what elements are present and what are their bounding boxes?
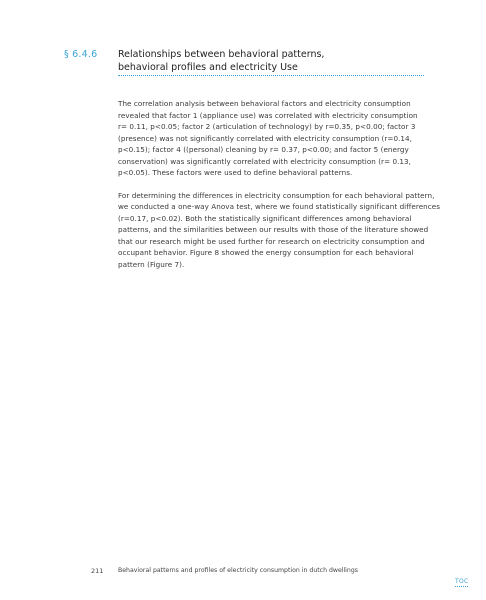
footer-running-title: Behavioral patterns and profiles of electricity consumption in dutch dwellings [118,567,358,574]
text-line: (r=0.17, p<0.02). Both the statistically significant differences among behavioral [118,213,412,223]
section-title-line-2: behavioral profiles and electricity Use [118,62,298,73]
text-line: r= 0.11, p<0.05; factor 2 (articulation of technology) by r=0.35, p<0.00; factor 3 [118,122,416,131]
text-line: p<0.05). These factors were used to define behavioral patterns. [118,168,353,177]
toc-link[interactable]: TOC [455,578,469,585]
text-line: conservation) was significantly correlated with electricity consumption (r= 0.13, [118,156,412,166]
body-text [118,98,441,281]
section-title [118,48,418,74]
paragraph-anova-test [118,190,441,271]
section-title-rule [118,75,424,76]
text-line: pattern (Figure 7). [118,259,185,269]
text-line: p<0.15); factor 4 ((personal) cleaning by r= 0.37, p<0.00; and factor 5 (energy [118,145,409,154]
text-line: revealed that factor 1 (appliance use) was correlated with electricity consumption [118,110,418,120]
text-line: occupant behavior. Figure 8 showed the energy consumption for each behavioral [118,248,414,257]
footer-page-number: 211 [91,567,104,575]
paragraph-correlation-analysis [118,98,428,179]
text-line: For determining the differences in electricity consumption for each behavioral pattern, [118,190,435,200]
section-title-line-1: Relationships between behavioral patterns, [118,49,325,60]
text-line: that our research might be used further for research on electricity consumption and [118,236,425,246]
text-line: patterns, and the similarities between our results with those of the literature showed [118,225,429,234]
section-number: § 6.4.6 [64,49,98,60]
text-line: (presence) was not significantly correlated with electricity consumption (r=0.14, [118,133,413,143]
text-line: The correlation analysis between behavioral factors and electricity consumption [118,99,411,108]
text-line: we conducted a one-way Anova test, where we found statistically significant differences [118,202,441,211]
